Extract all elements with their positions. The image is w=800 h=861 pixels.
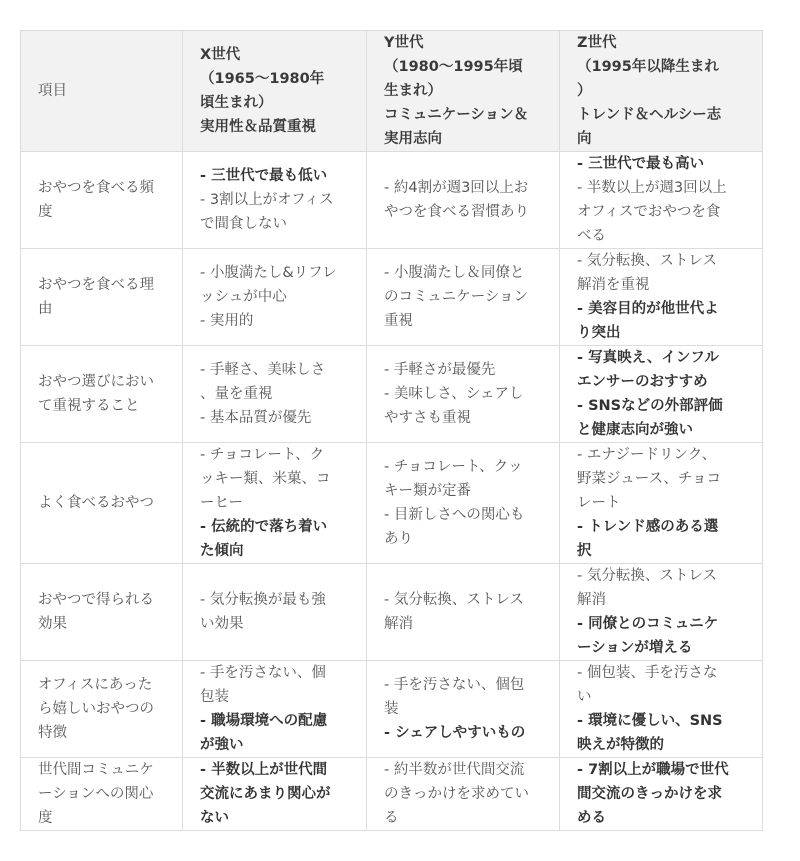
table-row — [21, 443, 763, 564]
header-line: （1965〜1980年 — [200, 71, 325, 87]
header-row — [21, 31, 763, 152]
cell-line: - 手軽さが最優先 — [384, 362, 496, 378]
cell-line: 解消 — [577, 592, 606, 608]
header-line: 向 — [577, 131, 592, 147]
header-line: 項目 — [38, 83, 67, 99]
cell-gen-z — [560, 346, 763, 443]
header-item — [21, 31, 183, 152]
row-label-line: よく食べるおやつ — [38, 495, 154, 511]
cell-line: - 気分転換、ストレス — [384, 592, 524, 608]
cell-line: - 気分転換、ストレス — [577, 568, 717, 584]
cell-line: た傾向 — [200, 543, 244, 559]
cell-line: - 同僚とのコミュニケ — [577, 616, 719, 632]
header-line: Z世代 — [577, 35, 617, 51]
cell-line: - 気分転換、ストレス — [577, 253, 717, 269]
cell-line: - 小腹満たし＆同僚と — [384, 265, 525, 281]
generation-comparison-table — [20, 30, 763, 831]
cell-line: - 半数以上が週3回以上 — [577, 180, 727, 196]
cell-line: - 基本品質が優先 — [200, 410, 312, 426]
cell-line: で間食しない — [200, 216, 287, 232]
cell-line: - エナジードリンク、 — [577, 447, 717, 463]
cell-line: ない — [200, 810, 229, 826]
cell-line: - 約半数が世代間交流 — [384, 762, 525, 778]
cell-line: める — [577, 810, 606, 826]
cell-line: 解消 — [384, 616, 413, 632]
cell-line: - トレンド感のある選 — [577, 519, 719, 535]
cell-line: 、量を重視 — [200, 386, 273, 402]
cell-gen-x — [183, 661, 367, 758]
cell-line: 野菜ジュース、チョコ — [577, 471, 721, 487]
cell-line: 解消を重視 — [577, 277, 650, 293]
cell-line: 装 — [384, 701, 399, 717]
cell-line: 重視 — [384, 313, 413, 329]
row-label — [21, 758, 183, 831]
cell-line: 映えが特徴的 — [577, 737, 664, 753]
cell-line: - 三世代で最も高い — [577, 156, 705, 172]
cell-line: - 美味しさ、シェアし — [384, 386, 524, 402]
row-label-line: おやつを食べる理 — [38, 277, 154, 293]
row-label — [21, 661, 183, 758]
row-label-line: 効果 — [38, 616, 67, 632]
header-line: （1980〜1995年頃 — [384, 59, 523, 75]
cell-line: - 環境に優しい、SNS — [577, 713, 723, 729]
cell-line: - 約4割が週3回以上お — [384, 180, 529, 196]
table-row — [21, 249, 763, 346]
row-label-line: オフィスにあった — [38, 677, 153, 693]
header-line: コミュニケーション＆ — [384, 107, 529, 123]
cell-line: - 手を汚さない、個 — [200, 665, 326, 681]
cell-gen-z — [560, 661, 763, 758]
row-label-line: おやつ選びにおい — [38, 374, 154, 390]
cell-gen-z — [560, 564, 763, 661]
header-line: 実用性＆品質重視 — [200, 119, 316, 135]
cell-gen-z — [560, 758, 763, 831]
cell-line: ッキー類、米菓、コ — [200, 471, 331, 487]
row-label-line: 度 — [38, 204, 53, 220]
cell-gen-x — [183, 443, 367, 564]
cell-line: レート — [577, 495, 621, 511]
row-label-line: 世代間コミュニケ — [38, 762, 154, 778]
cell-gen-x — [183, 152, 367, 249]
cell-line: - 目新しさへの関心も — [384, 507, 525, 523]
cell-gen-y — [367, 564, 560, 661]
cell-line: - 手軽さ、美味しさ — [200, 362, 326, 378]
cell-line: - シェアしやすいもの — [384, 725, 526, 741]
row-label-line: ーションへの関心 — [38, 786, 154, 802]
row-label-line: 度 — [38, 810, 53, 826]
row-label-line: て重視すること — [38, 398, 140, 414]
cell-line: い効果 — [200, 616, 244, 632]
cell-line: ーションが増える — [577, 640, 693, 656]
cell-gen-y — [367, 152, 560, 249]
cell-gen-y — [367, 758, 560, 831]
header-line: 実用志向 — [384, 131, 442, 147]
header-line: 頃生まれ） — [200, 95, 273, 111]
header-line: Y世代 — [384, 35, 424, 51]
cell-gen-x — [183, 346, 367, 443]
cell-line: - 気分転換が最も強 — [200, 592, 326, 608]
header-line: X世代 — [200, 47, 241, 63]
cell-line: が強い — [200, 737, 244, 753]
cell-line: オフィスでおやつを食 — [577, 204, 721, 220]
row-label-line: 特徴 — [38, 725, 67, 741]
cell-line: やつを食べる習慣あり — [384, 204, 529, 220]
cell-line: い — [577, 689, 592, 705]
cell-line: - 美容目的が他世代よ — [577, 301, 719, 317]
cell-gen-x — [183, 249, 367, 346]
cell-line: - 7割以上が職場で世代 — [577, 762, 729, 778]
cell-gen-z — [560, 152, 763, 249]
row-label-line: ら嬉しいおやつの — [38, 701, 154, 717]
row-label-line: おやつを食べる頻 — [38, 180, 154, 196]
cell-line: やすさも重視 — [384, 410, 471, 426]
header-line: 生まれ） — [384, 83, 442, 99]
cell-line: あり — [384, 531, 413, 547]
cell-line: る — [384, 810, 399, 826]
cell-line: エンサーのおすすめ — [577, 374, 708, 390]
cell-line: 択 — [577, 543, 592, 559]
row-label — [21, 346, 183, 443]
cell-line: - 3割以上がオフィス — [200, 192, 334, 208]
cell-gen-y — [367, 346, 560, 443]
cell-line: り突出 — [577, 325, 621, 341]
cell-line: ッシュが中心 — [200, 289, 287, 305]
table-row — [21, 152, 763, 249]
cell-gen-y — [367, 443, 560, 564]
cell-gen-x — [183, 564, 367, 661]
row-label — [21, 249, 183, 346]
cell-gen-y — [367, 661, 560, 758]
cell-line: のコミュニケーション — [384, 289, 529, 305]
row-label-line: 由 — [38, 301, 53, 317]
cell-line: べる — [577, 228, 606, 244]
cell-line: - 三世代で最も低い — [200, 168, 328, 184]
cell-line: 間交流のきっかけを求 — [577, 786, 722, 802]
cell-line: - 小腹満たし&リフレ — [200, 265, 337, 281]
row-label-line: おやつで得られる — [38, 592, 154, 608]
cell-line: キー類が定番 — [384, 483, 471, 499]
table-row — [21, 564, 763, 661]
cell-line: - 伝統的で落ち着い — [200, 519, 328, 535]
cell-line: - SNSなどの外部評価 — [577, 398, 723, 414]
cell-line: - チョコレート、クッ — [384, 459, 523, 475]
cell-line: - チョコレート、ク — [200, 447, 325, 463]
table-row — [21, 661, 763, 758]
table-row — [21, 346, 763, 443]
cell-gen-y — [367, 249, 560, 346]
row-label — [21, 564, 183, 661]
cell-line: のきっかけを求めてい — [384, 786, 529, 802]
cell-line: - 半数以上が世代間 — [200, 762, 328, 778]
cell-gen-x — [183, 758, 367, 831]
header-gen-z — [560, 31, 763, 152]
cell-line: - 手を汚さない、個包 — [384, 677, 525, 693]
cell-line: - 個包装、手を汚さな — [577, 665, 718, 681]
cell-line: 包装 — [200, 689, 229, 705]
cell-line: 交流にあまり関心が — [200, 786, 331, 802]
cell-line: と健康志向が強い — [577, 422, 693, 438]
header-line: トレンド＆ヘルシー志 — [577, 107, 722, 123]
header-line: ） — [577, 83, 592, 99]
row-label — [21, 152, 183, 249]
header-gen-x — [183, 31, 367, 152]
row-label — [21, 443, 183, 564]
cell-gen-z — [560, 443, 763, 564]
cell-gen-z — [560, 249, 763, 346]
cell-line: ーヒー — [200, 495, 243, 511]
cell-line: - 写真映え、インフル — [577, 350, 719, 366]
table-row — [21, 758, 763, 831]
header-line: （1995年以降生まれ — [577, 59, 719, 75]
cell-line: - 実用的 — [200, 313, 254, 329]
header-gen-y — [367, 31, 560, 152]
cell-line: - 職場環境への配慮 — [200, 713, 328, 729]
